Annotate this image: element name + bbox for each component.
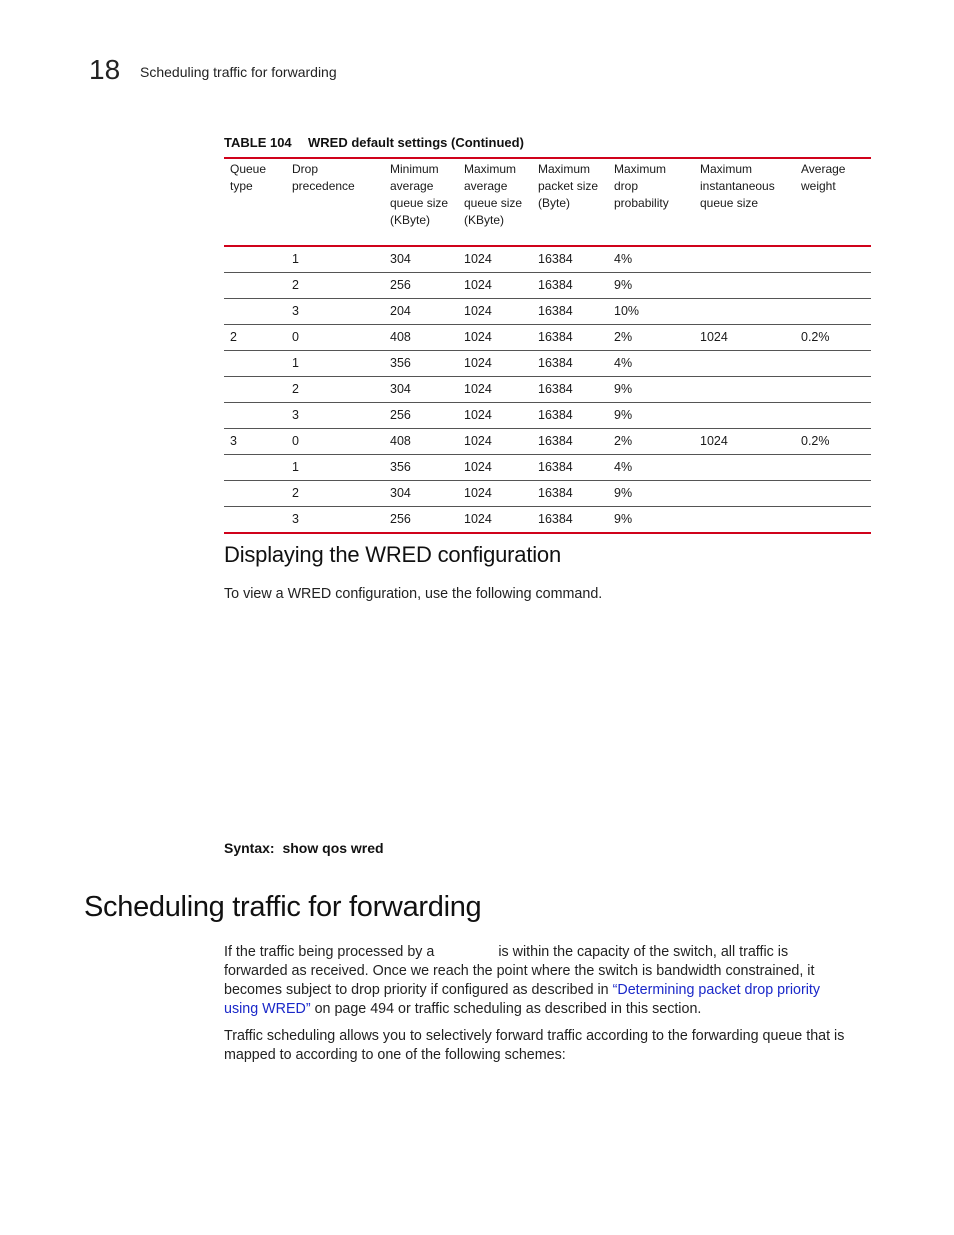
table-cell — [224, 273, 286, 299]
column-header-line: (KByte) — [390, 213, 431, 227]
table-cell: 16384 — [532, 377, 608, 403]
table-cell — [795, 299, 871, 325]
table-cell: 1024 — [458, 351, 532, 377]
table-cell: 408 — [384, 325, 458, 351]
column-header-line: Maximum — [700, 162, 753, 176]
table-row — [224, 273, 871, 299]
table-cell: 3 — [224, 429, 286, 455]
table-cell: 16384 — [532, 246, 608, 273]
table-cell: 9% — [608, 377, 694, 403]
column-header — [458, 158, 532, 246]
table-cell: 1024 — [458, 481, 532, 507]
column-header-line: drop — [614, 179, 639, 193]
syntax-label: Syntax: — [224, 840, 275, 856]
table-cell: 2 — [286, 377, 384, 403]
p2-text-a: Traffic scheduling allows you to selectively forward traffic according to the forwarding queue that is — [224, 1028, 845, 1044]
table-cell: 1 — [286, 455, 384, 481]
table-row — [224, 246, 871, 273]
table-cell — [694, 273, 795, 299]
link-determining-drop-priority[interactable]: “Determining packet drop priority — [612, 982, 821, 998]
table-cell — [224, 403, 286, 429]
column-header-line: Maximum — [464, 162, 517, 176]
column-header — [795, 158, 871, 246]
column-header-line: queue size — [700, 196, 759, 210]
table-header-row — [224, 158, 871, 246]
table-cell: 16384 — [532, 351, 608, 377]
syntax-line — [224, 840, 384, 856]
column-header — [224, 158, 286, 246]
table-row — [224, 299, 871, 325]
table-row — [224, 429, 871, 455]
table-cell: 16384 — [532, 481, 608, 507]
table-cell: 3 — [286, 299, 384, 325]
column-header-line: precedence — [292, 179, 355, 193]
column-header-line: queue size — [464, 196, 523, 210]
column-header-line: type — [230, 179, 253, 193]
table-cell: 356 — [384, 351, 458, 377]
table-cell: 0 — [286, 325, 384, 351]
table-cell — [224, 377, 286, 403]
table-cell — [694, 299, 795, 325]
column-header-line: instantaneous — [700, 179, 775, 193]
table-number: TABLE 104 — [224, 135, 292, 150]
chapter-number: 18 — [89, 54, 121, 85]
table-cell: 1024 — [458, 377, 532, 403]
wred-intro-text: To view a WRED configuration, use the following command. — [224, 586, 603, 602]
table-cell — [224, 455, 286, 481]
table-cell — [795, 273, 871, 299]
table-cell: 256 — [384, 273, 458, 299]
table-body — [224, 246, 871, 533]
table-cell: 1024 — [458, 246, 532, 273]
column-header-line: queue size — [390, 196, 449, 210]
table-row — [224, 325, 871, 351]
table-cell: 0.2% — [795, 325, 871, 351]
table-cell: 0 — [286, 429, 384, 455]
table-cell: 16384 — [532, 507, 608, 534]
column-header-line: (Byte) — [538, 196, 571, 210]
table-cell: 256 — [384, 403, 458, 429]
table-cell — [694, 403, 795, 429]
table-cell: 4% — [608, 455, 694, 481]
column-header — [286, 158, 384, 246]
table-cell — [224, 351, 286, 377]
column-header — [384, 158, 458, 246]
p1-text-d: becomes subject to drop priority if configured as described in — [224, 982, 609, 998]
table-cell — [694, 455, 795, 481]
p1-text-a: If the traffic being processed by a — [224, 944, 435, 960]
p1-text-b: is within the capacity of the switch, all traffic is — [498, 944, 789, 960]
table-cell: 9% — [608, 403, 694, 429]
table-cell: 0.2% — [795, 429, 871, 455]
table-cell: 16384 — [532, 403, 608, 429]
column-header — [694, 158, 795, 246]
table-cell: 1024 — [458, 299, 532, 325]
chapter-running-title: Scheduling traffic for forwarding — [140, 64, 337, 80]
table-cell: 9% — [608, 273, 694, 299]
table-cell — [694, 377, 795, 403]
table-cell — [795, 507, 871, 534]
table-cell: 16384 — [532, 299, 608, 325]
table-cell: 204 — [384, 299, 458, 325]
table-cell: 1 — [286, 246, 384, 273]
table-cell — [224, 246, 286, 273]
table-cell: 304 — [384, 377, 458, 403]
column-header-line: Queue — [230, 162, 267, 176]
table-cell: 304 — [384, 246, 458, 273]
table-cell — [795, 481, 871, 507]
table-cell: 1024 — [458, 429, 532, 455]
table-cell: 1024 — [694, 325, 795, 351]
column-header-line: (KByte) — [464, 213, 505, 227]
table-cell — [694, 481, 795, 507]
column-header-line: Maximum — [538, 162, 591, 176]
table-cell: 16384 — [532, 455, 608, 481]
column-header — [608, 158, 694, 246]
column-header-line: Drop — [292, 162, 319, 176]
table-cell: 1024 — [458, 273, 532, 299]
table-cell: 16384 — [532, 273, 608, 299]
table-cell — [224, 299, 286, 325]
column-header-line: Average — [801, 162, 846, 176]
scheduling-paragraph-1 — [224, 943, 874, 1019]
table-cell: 16384 — [532, 429, 608, 455]
table-cell: 4% — [608, 351, 694, 377]
section-heading-wred: Displaying the WRED configuration — [224, 542, 561, 567]
table-cell: 16384 — [532, 325, 608, 351]
p2-text-b: mapped to according to one of the following schemes: — [224, 1047, 566, 1063]
table-cell — [795, 455, 871, 481]
table-caption — [224, 135, 524, 150]
column-header-line: Maximum — [614, 162, 667, 176]
p1-text-c: forwarded as received. Once we reach the point where the switch is bandwidth constrained, it — [224, 963, 815, 979]
column-header-line: packet size — [538, 179, 599, 193]
table-cell: 9% — [608, 507, 694, 534]
wred-default-settings-table — [224, 157, 871, 534]
table-cell: 2 — [286, 481, 384, 507]
table-cell: 3 — [286, 403, 384, 429]
table-cell — [224, 507, 286, 534]
table-cell: 256 — [384, 507, 458, 534]
table-cell: 2% — [608, 429, 694, 455]
table-row — [224, 481, 871, 507]
table-cell — [795, 246, 871, 273]
table-row — [224, 351, 871, 377]
table-cell — [694, 507, 795, 534]
p1-text-e: on page 494 or traffic scheduling as described in this section. — [314, 1001, 702, 1017]
section-heading-scheduling: Scheduling traffic for forwarding — [84, 891, 482, 923]
table-row — [224, 403, 871, 429]
table-cell: 1024 — [694, 429, 795, 455]
table-cell — [795, 377, 871, 403]
table-cell — [224, 481, 286, 507]
table-cell: 408 — [384, 429, 458, 455]
scheduling-paragraph-2 — [224, 1027, 874, 1065]
link-using-wred[interactable]: using WRED” — [224, 1001, 311, 1017]
table-cell — [694, 351, 795, 377]
table-cell: 10% — [608, 299, 694, 325]
syntax-command: show qos wred — [282, 840, 384, 856]
table-row — [224, 377, 871, 403]
column-header-line: average — [390, 179, 434, 193]
column-header — [532, 158, 608, 246]
table-title: WRED default settings (Continued) — [308, 135, 524, 150]
column-header-line: Minimum — [390, 162, 439, 176]
table-cell: 304 — [384, 481, 458, 507]
table-cell: 2 — [286, 273, 384, 299]
table-cell: 9% — [608, 481, 694, 507]
table-cell — [694, 246, 795, 273]
table-cell: 4% — [608, 246, 694, 273]
table-row — [224, 455, 871, 481]
column-header-line: weight — [801, 179, 836, 193]
table-cell: 1024 — [458, 455, 532, 481]
table-cell: 1 — [286, 351, 384, 377]
table-cell — [795, 403, 871, 429]
column-header-line: average — [464, 179, 508, 193]
table-cell: 356 — [384, 455, 458, 481]
table-cell: 2 — [224, 325, 286, 351]
table-cell: 1024 — [458, 325, 532, 351]
column-header-line: probability — [614, 196, 669, 210]
table-cell: 1024 — [458, 403, 532, 429]
table-cell: 3 — [286, 507, 384, 534]
table-cell — [795, 351, 871, 377]
table-cell: 2% — [608, 325, 694, 351]
table-row — [224, 507, 871, 534]
table-cell: 1024 — [458, 507, 532, 534]
